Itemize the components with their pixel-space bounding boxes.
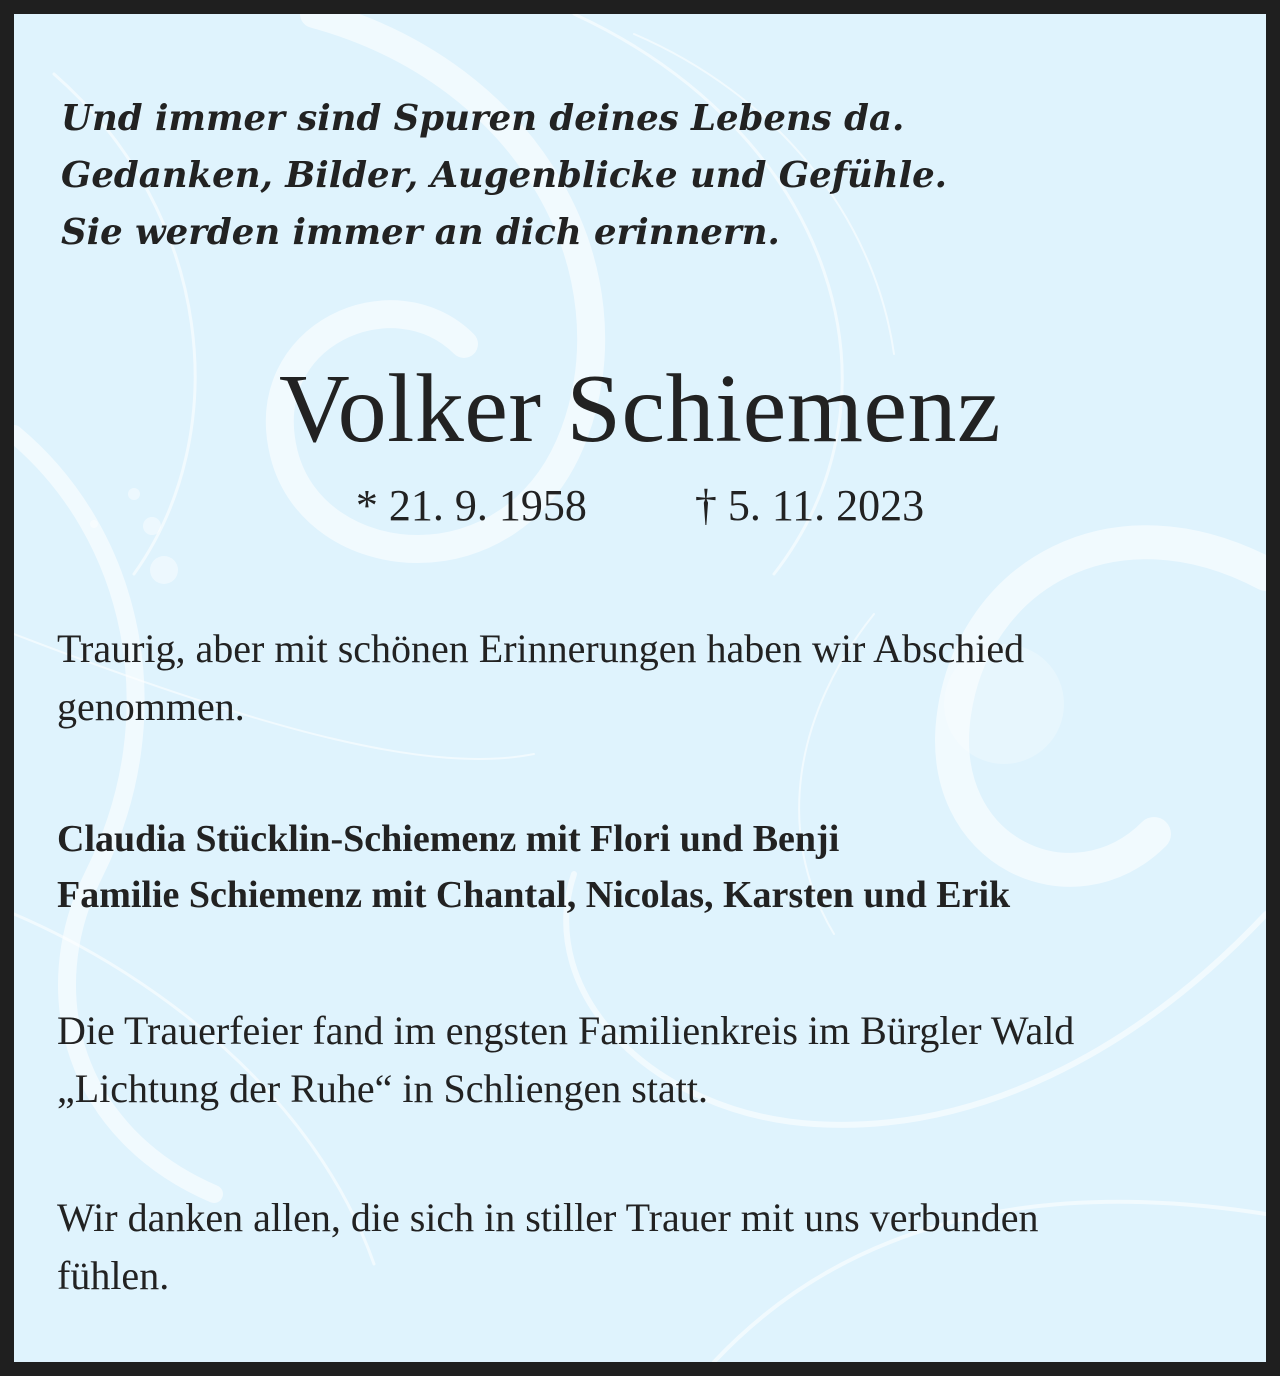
ceremony-paragraph <box>57 1002 1074 1118</box>
birth-date: * 21. 9. 1958 <box>355 481 587 530</box>
mourner-line: Claudia Stücklin-Schiemenz mit Flori und Benji <box>57 818 840 860</box>
quote-line: Und immer sind Spuren deines Lebens da. <box>61 98 905 139</box>
deceased-name: Volker Schiemenz <box>279 355 1001 463</box>
memorial-quote <box>61 90 947 261</box>
quote-line: Gedanken, Bilder, Augenblicke und Gefühle. <box>61 155 948 196</box>
quote-line: Sie werden immer an dich erinnern. <box>61 212 780 253</box>
obituary-card <box>14 14 1266 1362</box>
paragraph-line: Die Trauerfeier fand im engsten Familienkreis im Bürgler Wald <box>57 1008 1075 1053</box>
mourners-list <box>57 811 1010 923</box>
farewell-paragraph <box>57 620 1024 736</box>
mourner-line: Familie Schiemenz mit Chantal, Nicolas, Karsten und Erik <box>57 874 1011 916</box>
paragraph-line: Traurig, aber mit schönen Erinnerungen haben wir Abschied <box>57 626 1025 671</box>
paragraph-line: fühlen. <box>57 1253 170 1298</box>
death-date: † 5. 11. 2023 <box>694 481 925 530</box>
life-dates <box>14 480 1266 532</box>
paragraph-line: Wir danken allen, die sich in stiller Trauer mit uns verbunden <box>57 1195 1039 1240</box>
paragraph-line: genommen. <box>57 684 245 729</box>
paragraph-line: „Lichtung der Ruhe“ in Schliengen statt. <box>57 1066 708 1111</box>
thanks-paragraph <box>57 1189 1039 1305</box>
